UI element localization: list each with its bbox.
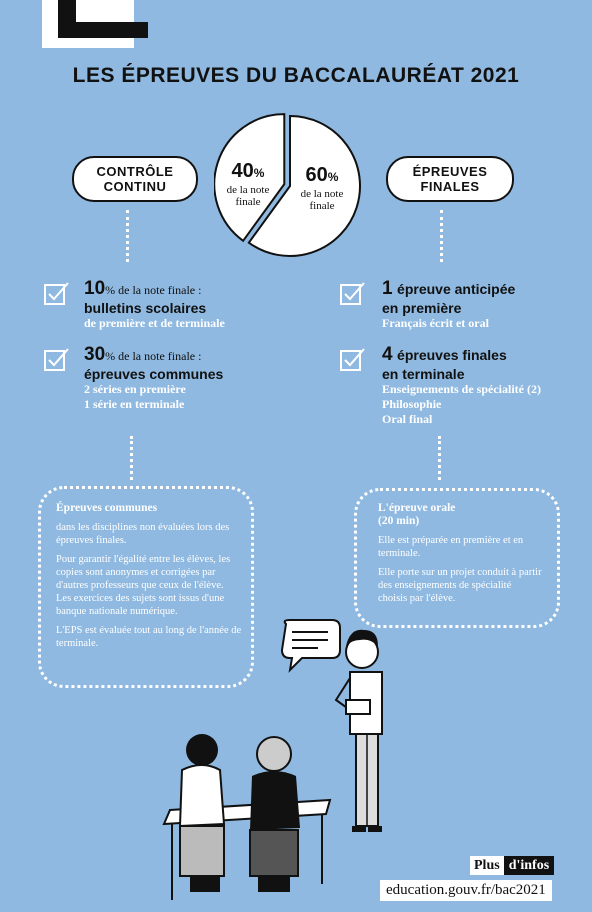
teacher-figure (336, 630, 382, 832)
more-info-link[interactable]: education.gouv.fr/bac2021 (380, 880, 552, 901)
left-bubble-text: Épreuves communes dans les disciplines non évaluées lors des épreuves finales. Pour garantir l'égalité entre les élèves, les copies sont anonymes et corrigées par d'autres professeurs que ceux de l'élève. Les exercices des sujets sont issus d'une banque nationale numérique. L'EPS est évaluée tout au long de l'année de terminale. (56, 502, 242, 649)
epreuves-finales-pill: ÉPREUVES FINALES (386, 156, 514, 202)
right-item-1: 1 épreuve anticipée en première Français écrit et oral (382, 278, 516, 330)
speech-bubble-icon (282, 620, 340, 670)
corner-logo-mark (58, 0, 148, 38)
pie-label-40: 40% de la note finale (226, 160, 270, 208)
classroom-illustration (150, 614, 450, 910)
checkbox-icon (44, 348, 70, 372)
page-title: LES ÉPREUVES DU BACCALAURÉAT 2021 (72, 64, 520, 87)
right-bubble-text: L'épreuve orale (20 min) Elle est préparée en première et en terminale. Elle porte sur un projet conduit à partir des enseignements de spécialité choisis par l'élève. (378, 502, 542, 604)
checkbox-icon (44, 282, 70, 306)
student-figure-left (180, 734, 224, 892)
connector-left-bottom (130, 436, 133, 480)
controle-continu-pill: CONTRÔLE CONTINU (72, 156, 198, 202)
checkbox-icon (340, 282, 366, 306)
left-item-2: 30% de la note finale : épreuves communes 2 séries en première 1 série en terminale (84, 344, 224, 411)
left-item-1: 10% de la note finale : bulletins scolaires de première et de terminale (84, 278, 225, 330)
pie-label-60: 60% de la note finale (300, 164, 344, 212)
connector-right-bottom (438, 436, 441, 480)
student-figure-right (250, 737, 300, 892)
checkbox-icon (340, 348, 366, 372)
plus-dinfos-label: Plus d'infos (470, 858, 554, 874)
connector-right-top (440, 210, 443, 262)
right-item-2: 4 épreuves finales en terminale Enseignements de spécialité (2) Philosophie Oral final (382, 344, 541, 426)
connector-left-top (126, 210, 129, 262)
